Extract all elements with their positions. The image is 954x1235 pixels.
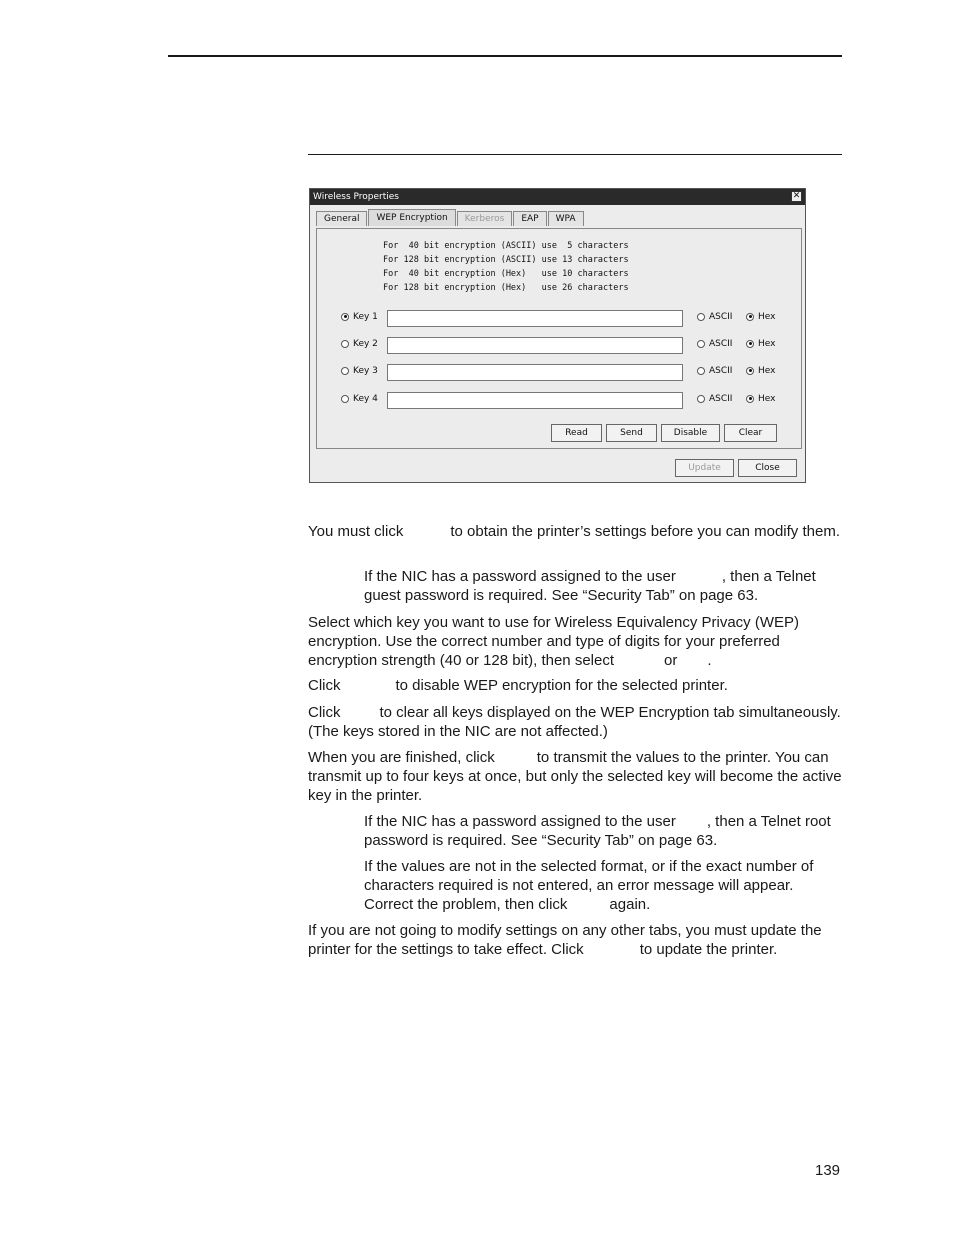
key-3-input[interactable]: [387, 364, 683, 381]
key-label: Key 2: [353, 339, 378, 349]
text-run: If the values are not in the selected format, or if the exact number of characters required is not entered, an error message will appear. Correct the problem, then click: [364, 858, 814, 913]
text-run: to clear all keys displayed on the WEP Encryption tab simultaneously. (The keys stored in the NIC are not affected.): [308, 704, 841, 740]
dialog-title: Wireless Properties: [313, 192, 400, 202]
key-1-radio[interactable]: [341, 312, 378, 322]
tab-kerberos[interactable]: Kerberos: [457, 211, 513, 226]
paragraph-update: [308, 921, 842, 959]
info-line: For 128 bit encryption (Hex) use 26 characters: [383, 283, 629, 293]
info-line: For 40 bit encryption (Hex) use 10 characters: [383, 269, 629, 279]
text-run: When you are finished, click: [308, 749, 495, 766]
key-2-input[interactable]: [387, 337, 683, 354]
radio-icon: [697, 313, 705, 321]
tab-wpa[interactable]: WPA: [548, 211, 584, 226]
format-label: ASCII: [709, 366, 733, 376]
header-rule: [168, 55, 842, 57]
info-line: For 40 bit encryption (ASCII) use 5 characters: [383, 241, 629, 251]
paragraph-disable: [308, 676, 842, 695]
key-3-ascii-radio[interactable]: [697, 366, 732, 376]
format-label: ASCII: [709, 312, 733, 322]
send-button[interactable]: Send: [606, 424, 657, 442]
paragraph-send: [308, 748, 842, 805]
disable-button[interactable]: Disable: [661, 424, 720, 442]
text-run: If you are not going to modify settings on any other tabs, you must update the printer for the settings to take effect. Click: [308, 922, 822, 958]
text-run: If the NIC has a password assigned to the user: [364, 568, 676, 585]
text-run: to transmit the values to the printer. You can transmit up to four keys at once, but only the selected key will become the active key in the printer.: [308, 749, 842, 804]
radio-icon: [697, 367, 705, 375]
format-label: ASCII: [709, 394, 733, 404]
key-4-radio[interactable]: [341, 394, 378, 404]
key-4-input[interactable]: [387, 392, 683, 409]
key-label: Key 1: [353, 312, 378, 322]
radio-selected-icon: [746, 340, 754, 348]
note-guest-password: [364, 567, 842, 605]
key-1-input[interactable]: [387, 310, 683, 327]
text-run: If the NIC has a password assigned to the user: [364, 813, 676, 830]
key-4-ascii-radio[interactable]: [697, 394, 732, 404]
key-2-hex-radio[interactable]: [746, 339, 775, 349]
tab-bar: [316, 211, 585, 227]
radio-selected-icon: [746, 367, 754, 375]
dialog-titlebar: [310, 189, 805, 205]
key-4-hex-radio[interactable]: [746, 394, 775, 404]
encryption-info: [383, 239, 629, 295]
format-label: Hex: [758, 312, 776, 322]
key-2-radio[interactable]: [341, 339, 378, 349]
radio-icon: [341, 367, 349, 375]
format-label: Hex: [758, 339, 776, 349]
radio-selected-icon: [746, 395, 754, 403]
tab-eap[interactable]: EAP: [513, 211, 546, 226]
clear-button[interactable]: Clear: [724, 424, 777, 442]
text-run: , then a Telnet guest password is required. See “Security Tab” on page 63.: [364, 568, 816, 604]
text-run: or: [664, 652, 678, 669]
text-run: to disable WEP encryption for the selected printer.: [395, 677, 728, 694]
key-row-2: [341, 337, 801, 355]
text-run: Click: [308, 677, 341, 694]
text-run: Click: [308, 704, 341, 721]
page-number: 139: [815, 1162, 841, 1179]
text-run: , then a Telnet root password is required. See “Security Tab” on page 63.: [364, 813, 831, 849]
format-label: ASCII: [709, 339, 733, 349]
key-1-ascii-radio[interactable]: [697, 312, 732, 322]
note-error-message: [364, 857, 842, 914]
radio-icon: [341, 340, 349, 348]
read-button[interactable]: Read: [551, 424, 602, 442]
close-button[interactable]: Close: [738, 459, 797, 477]
key-label: Key 4: [353, 394, 378, 404]
note-root-password: [364, 812, 842, 850]
key-row-1: [341, 310, 801, 328]
radio-icon: [697, 340, 705, 348]
text-run: Select which key you want to use for Wireless Equivalency Privacy (WEP) encryption. Use the correct number and type of digits for your preferred encryption strength (40 or 128 bit), then select: [308, 614, 800, 669]
paragraph-select-key: [308, 613, 842, 670]
info-line: For 128 bit encryption (ASCII) use 13 characters: [383, 255, 629, 265]
paragraph-read: [308, 522, 842, 541]
key-label: Key 3: [353, 366, 378, 376]
paragraph-clear: [308, 703, 842, 741]
section-rule: [308, 154, 842, 155]
wep-panel: [316, 228, 802, 449]
text-run: to obtain the printer’s settings before you can modify them.: [450, 523, 840, 540]
text-run: to update the printer.: [639, 941, 778, 958]
key-row-3: [341, 364, 801, 382]
text-run: again.: [609, 896, 651, 913]
wireless-properties-dialog: [309, 188, 806, 483]
tab-general[interactable]: General: [316, 211, 367, 226]
radio-selected-icon: [341, 313, 349, 321]
key-3-radio[interactable]: [341, 366, 378, 376]
key-3-hex-radio[interactable]: [746, 366, 775, 376]
close-icon[interactable]: ✕: [792, 191, 801, 201]
key-2-ascii-radio[interactable]: [697, 339, 732, 349]
format-label: Hex: [758, 394, 776, 404]
update-button[interactable]: Update: [675, 459, 734, 477]
format-label: Hex: [758, 366, 776, 376]
radio-selected-icon: [746, 313, 754, 321]
key-row-4: [341, 392, 801, 410]
text-run: .: [707, 652, 712, 669]
text-run: You must click: [308, 523, 404, 540]
tab-wep-encryption[interactable]: WEP Encryption: [368, 209, 455, 226]
radio-icon: [697, 395, 705, 403]
radio-icon: [341, 395, 349, 403]
key-1-hex-radio[interactable]: [746, 312, 775, 322]
